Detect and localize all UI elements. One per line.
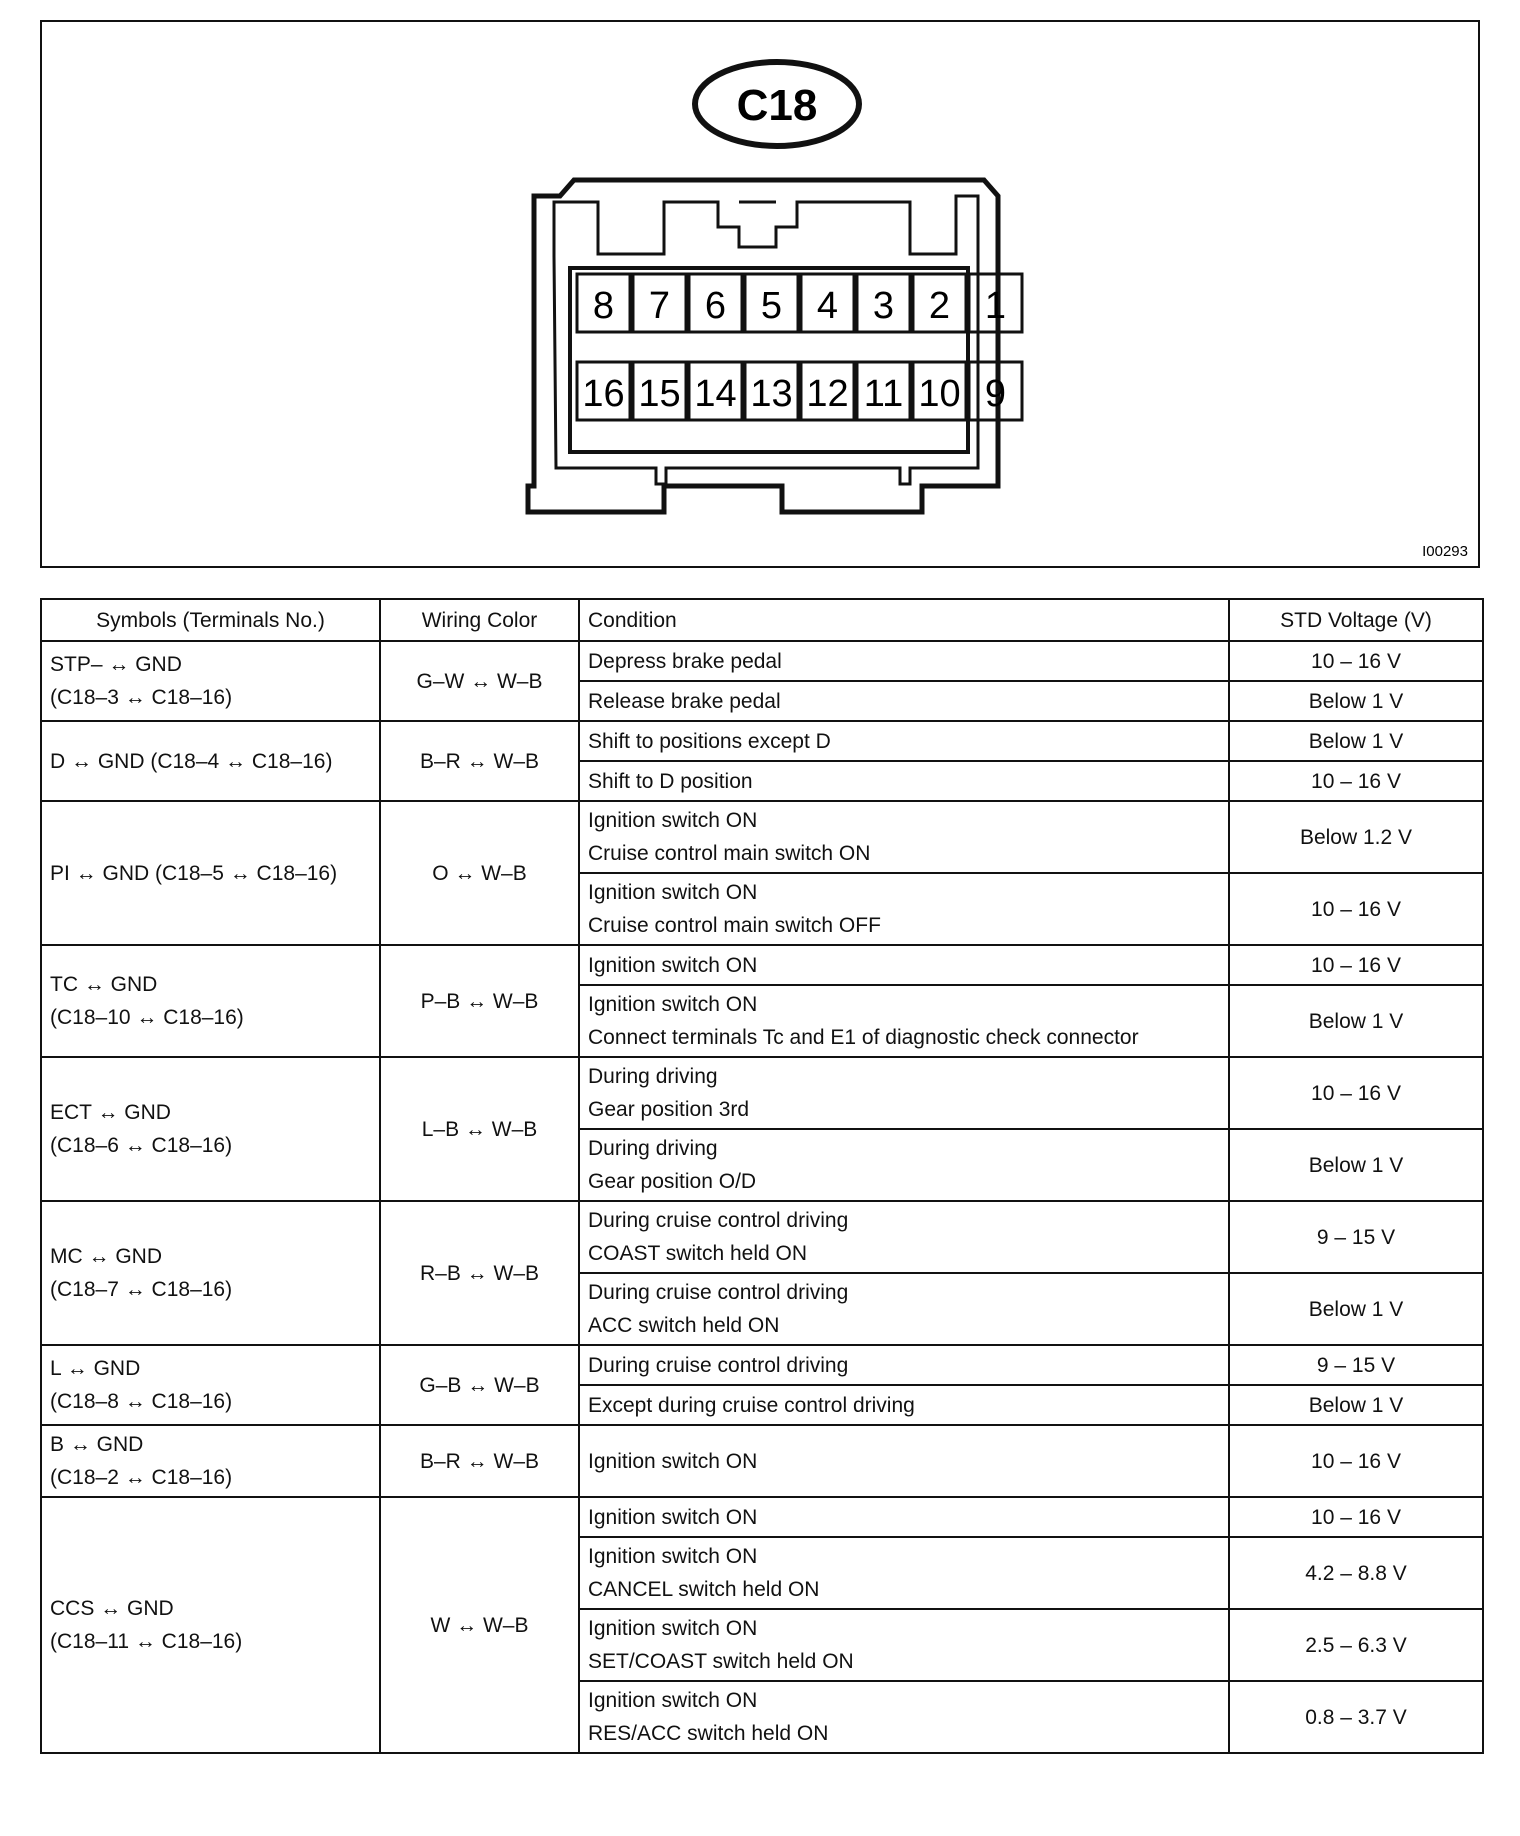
symbol-text: (C18–6 ↔ C18–16)	[50, 1134, 233, 1157]
symbol-text: (C18–11 ↔ C18–16)	[50, 1630, 243, 1653]
condition-text: ACC switch held ON	[588, 1314, 780, 1337]
header-std-voltage: STD Voltage (V)	[1229, 599, 1483, 641]
std-voltage-cell: Below 1 V	[1229, 721, 1483, 761]
condition-text: Gear position 3rd	[588, 1098, 750, 1121]
pin-number: 6	[704, 285, 727, 327]
pin-number: 14	[694, 373, 737, 415]
std-voltage-cell: 9 – 15 V	[1229, 1201, 1483, 1273]
symbol-text: (C18–8 ↔ C18–16)	[50, 1390, 233, 1413]
condition-cell	[579, 1537, 1229, 1609]
condition-text: Except during cruise control driving	[588, 1393, 915, 1417]
symbol-text: (C18–2 ↔ C18–16)	[50, 1466, 233, 1489]
condition-cell	[579, 761, 1229, 801]
connector-label: C18	[736, 81, 818, 130]
condition-text: CANCEL switch held ON	[588, 1578, 820, 1601]
symbol-text: (C18–7 ↔ C18–16)	[50, 1278, 233, 1301]
std-voltage-cell: Below 1 V	[1229, 681, 1483, 721]
condition-cell	[579, 1057, 1229, 1129]
pin-number: 2	[928, 285, 951, 327]
condition-text: Ignition switch ON	[588, 1617, 758, 1640]
symbol-cell	[41, 721, 380, 801]
pin-number: 3	[872, 285, 895, 327]
condition-text: Release brake pedal	[588, 689, 781, 713]
condition-text: COAST switch held ON	[588, 1242, 808, 1265]
pin-number: 4	[816, 285, 839, 327]
condition-text: During driving	[588, 1065, 718, 1088]
symbol-cell	[41, 1345, 380, 1425]
condition-text: Ignition switch ON	[588, 809, 758, 832]
pin-number: 9	[984, 373, 1007, 415]
std-voltage-cell: 10 – 16 V	[1229, 641, 1483, 681]
wiring-color-cell: B–R ↔ W–B	[380, 721, 579, 801]
pin-number: 10	[918, 373, 961, 415]
condition-cell	[579, 1129, 1229, 1201]
condition-cell	[579, 945, 1229, 985]
symbol-cell	[41, 1201, 380, 1345]
pin-number: 16	[582, 373, 625, 415]
std-voltage-cell: 10 – 16 V	[1229, 945, 1483, 985]
symbol-cell	[41, 1057, 380, 1201]
condition-text: Depress brake pedal	[588, 649, 782, 673]
condition-text: Gear position O/D	[588, 1170, 757, 1193]
condition-cell	[579, 873, 1229, 945]
condition-text: Cruise control main switch OFF	[588, 914, 881, 937]
symbol-text: D ↔ GND (C18–4 ↔ C18–16)	[50, 749, 333, 773]
symbol-cell	[41, 801, 380, 945]
condition-cell	[579, 801, 1229, 873]
std-voltage-cell: Below 1 V	[1229, 1273, 1483, 1345]
std-voltage-cell: 10 – 16 V	[1229, 1425, 1483, 1497]
symbol-text: B ↔ GND	[50, 1433, 144, 1456]
std-voltage-cell: 10 – 16 V	[1229, 1057, 1483, 1129]
table-row	[41, 1201, 1483, 1273]
symbol-cell	[41, 945, 380, 1057]
condition-text: Ignition switch ON	[588, 953, 758, 977]
symbol-text: (C18–10 ↔ C18–16)	[50, 1006, 244, 1029]
header-symbols: Symbols (Terminals No.)	[41, 599, 380, 641]
table-row	[41, 801, 1483, 873]
condition-cell	[579, 681, 1229, 721]
header-wiring-color: Wiring Color	[380, 599, 579, 641]
wiring-color-cell: B–R ↔ W–B	[380, 1425, 579, 1497]
condition-cell	[579, 641, 1229, 681]
pin-number: 12	[806, 373, 849, 415]
pin-number: 5	[760, 285, 783, 327]
std-voltage-cell: 10 – 16 V	[1229, 1497, 1483, 1537]
wiring-color-cell: R–B ↔ W–B	[380, 1201, 579, 1345]
condition-text: SET/COAST switch held ON	[588, 1650, 854, 1673]
connector-diagram	[40, 20, 1480, 568]
condition-text: Ignition switch ON	[588, 1545, 758, 1568]
condition-cell	[579, 985, 1229, 1057]
std-voltage-cell: 2.5 – 6.3 V	[1229, 1609, 1483, 1681]
std-voltage-cell: Below 1 V	[1229, 1129, 1483, 1201]
symbol-text: MC ↔ GND	[50, 1245, 162, 1268]
symbol-cell	[41, 641, 380, 721]
condition-cell	[579, 1201, 1229, 1273]
wiring-color-cell: P–B ↔ W–B	[380, 945, 579, 1057]
symbol-cell	[41, 1425, 380, 1497]
symbol-text: (C18–3 ↔ C18–16)	[50, 686, 233, 709]
voltage-spec-table	[40, 598, 1484, 1754]
condition-cell	[579, 1609, 1229, 1681]
pin-number: 15	[638, 373, 681, 415]
pin-number: 13	[750, 373, 793, 415]
condition-cell	[579, 721, 1229, 761]
std-voltage-cell: Below 1 V	[1229, 985, 1483, 1057]
symbol-text: TC ↔ GND	[50, 973, 158, 996]
wiring-color-cell: G–B ↔ W–B	[380, 1345, 579, 1425]
table-row	[41, 1497, 1483, 1537]
connector-drawing	[42, 22, 1478, 566]
condition-text: Ignition switch ON	[588, 881, 758, 904]
condition-text: Cruise control main switch ON	[588, 842, 871, 865]
table-row	[41, 1425, 1483, 1497]
symbol-text: ECT ↔ GND	[50, 1101, 171, 1124]
pin-number: 7	[648, 285, 671, 327]
condition-text: During cruise control driving	[588, 1353, 849, 1377]
wiring-color-cell: G–W ↔ W–B	[380, 641, 579, 721]
wiring-color-cell: L–B ↔ W–B	[380, 1057, 579, 1201]
std-voltage-cell: 10 – 16 V	[1229, 761, 1483, 801]
condition-cell	[579, 1681, 1229, 1753]
pin-number: 1	[984, 285, 1007, 327]
header-condition: Condition	[579, 599, 1229, 641]
std-voltage-cell: 10 – 16 V	[1229, 873, 1483, 945]
pin-number: 11	[863, 373, 904, 415]
std-voltage-cell: Below 1 V	[1229, 1385, 1483, 1425]
symbol-text: STP– ↔ GND	[50, 653, 182, 676]
table-row	[41, 721, 1483, 761]
std-voltage-cell: Below 1.2 V	[1229, 801, 1483, 873]
condition-text: Connect terminals Tc and E1 of diagnostic check connector	[588, 1026, 1139, 1049]
condition-cell	[579, 1497, 1229, 1537]
condition-text: Ignition switch ON	[588, 1449, 758, 1473]
figure-id: I00293	[1422, 543, 1468, 560]
condition-text: Ignition switch ON	[588, 993, 758, 1016]
pin-number: 8	[592, 285, 615, 327]
connector-inner-outline	[554, 196, 978, 484]
symbol-cell	[41, 1497, 380, 1753]
wiring-color-cell: W ↔ W–B	[380, 1497, 579, 1753]
condition-cell	[579, 1273, 1229, 1345]
condition-cell	[579, 1345, 1229, 1385]
condition-text: During cruise control driving	[588, 1209, 849, 1232]
table-header-row	[41, 599, 1483, 641]
condition-cell	[579, 1385, 1229, 1425]
condition-text: Ignition switch ON	[588, 1505, 758, 1529]
symbol-text: L ↔ GND	[50, 1357, 141, 1380]
condition-text: Ignition switch ON	[588, 1689, 758, 1712]
wiring-color-cell: O ↔ W–B	[380, 801, 579, 945]
std-voltage-cell: 9 – 15 V	[1229, 1345, 1483, 1385]
symbol-text: PI ↔ GND (C18–5 ↔ C18–16)	[50, 861, 338, 885]
condition-cell	[579, 1425, 1229, 1497]
std-voltage-cell: 0.8 – 3.7 V	[1229, 1681, 1483, 1753]
condition-text: During cruise control driving	[588, 1281, 849, 1304]
std-voltage-cell: 4.2 – 8.8 V	[1229, 1537, 1483, 1609]
condition-text: Shift to positions except D	[588, 729, 831, 753]
table-row	[41, 945, 1483, 985]
symbol-text: CCS ↔ GND	[50, 1597, 174, 1620]
condition-text: During driving	[588, 1137, 718, 1160]
table-row	[41, 1057, 1483, 1129]
table-row	[41, 1345, 1483, 1385]
condition-text: Shift to D position	[588, 769, 753, 793]
condition-text: RES/ACC switch held ON	[588, 1722, 829, 1745]
table-row	[41, 641, 1483, 681]
